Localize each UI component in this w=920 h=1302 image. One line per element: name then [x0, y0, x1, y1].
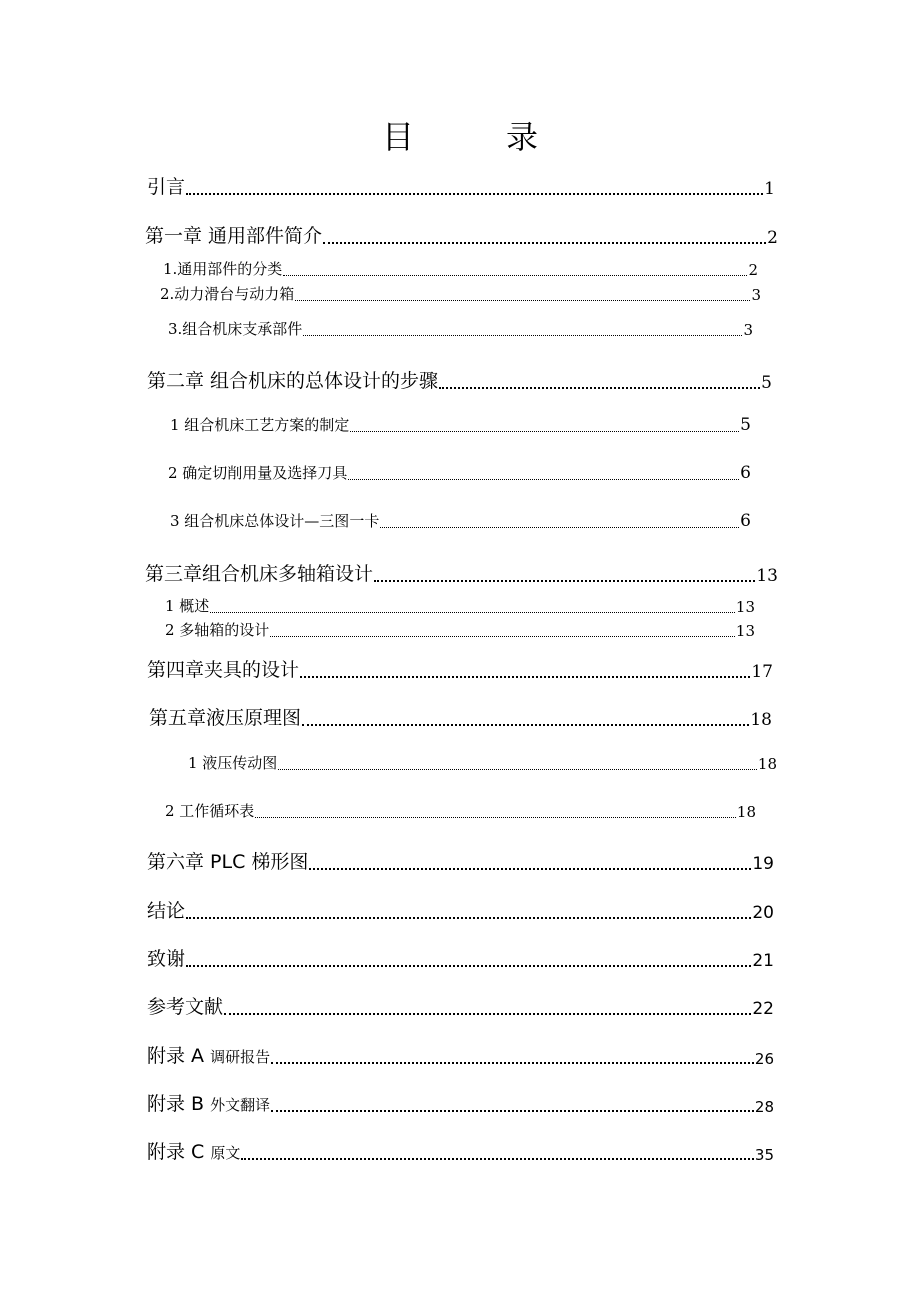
dot-leader: [439, 386, 760, 389]
dot-leader: [241, 1157, 754, 1160]
appendix-label: 附录 A: [147, 1045, 211, 1067]
toc-entry-references[interactable]: [147, 992, 774, 1019]
toc-page-number: 5: [740, 415, 751, 435]
dot-leader: [283, 274, 747, 276]
dot-leader: [186, 964, 751, 967]
toc-entry-label: 1 概述: [165, 597, 210, 615]
toc-page-number: 3: [743, 321, 753, 339]
toc-entry-label: 致谢: [147, 948, 186, 970]
dot-leader: [186, 916, 751, 919]
toc-entry-label: 2 多轴箱的设计: [165, 621, 270, 639]
toc-entry-appendix-b[interactable]: [147, 1089, 774, 1116]
toc-entry-label: 1 液压传动图: [188, 754, 278, 772]
toc-entry-chapter-4[interactable]: [147, 655, 773, 682]
dot-leader: [224, 1012, 751, 1015]
toc-entry-appendix-c[interactable]: [147, 1137, 774, 1164]
toc-entry-chapter-3[interactable]: [145, 559, 778, 586]
appendix-label: 附录 C: [147, 1141, 211, 1163]
dot-leader: [210, 611, 735, 613]
toc-page-number: 21: [752, 951, 774, 971]
dot-leader: [271, 1061, 754, 1064]
toc-entry-label: [147, 1137, 240, 1164]
toc-entry-label: 第一章 通用部件简介: [145, 225, 323, 247]
toc-page-number: 13: [756, 566, 778, 586]
dot-leader: [300, 675, 750, 678]
toc-page-number: 1: [764, 179, 775, 199]
dot-leader: [302, 723, 749, 726]
dot-leader: [348, 478, 739, 480]
appendix-title: 原文: [210, 1144, 241, 1162]
toc-entry-label: 参考文献: [147, 996, 224, 1018]
toc-entry-section[interactable]: [170, 414, 751, 435]
dot-leader: [374, 579, 755, 582]
toc-page-number: 18: [757, 755, 777, 773]
dot-leader: [270, 635, 735, 637]
toc-page-number: 20: [752, 903, 774, 923]
dot-leader: [295, 299, 750, 301]
page-title: 目 录: [381, 118, 568, 156]
dot-leader: [186, 192, 763, 195]
toc-entry-label: [147, 1089, 270, 1116]
toc-page-number: 18: [750, 710, 772, 730]
dot-leader: [309, 867, 751, 870]
toc-entry-label: 2.动力滑台与动力箱: [160, 285, 295, 303]
dot-leader: [323, 241, 766, 244]
toc-entry-section[interactable]: [163, 258, 758, 279]
dot-leader: [303, 334, 742, 336]
toc-entry-label: 第三章组合机床多轴箱设计: [145, 563, 374, 585]
toc-entry-intro[interactable]: [147, 172, 775, 199]
toc-entry-label: 第四章夹具的设计: [147, 659, 300, 681]
toc-entry-chapter-2[interactable]: [147, 366, 772, 393]
toc-entry-section[interactable]: [165, 595, 755, 616]
toc-entry-label: 1.通用部件的分类: [163, 260, 283, 278]
toc-page-number: 3: [751, 286, 761, 304]
toc-entry-label: 第二章 组合机床的总体设计的步骤: [147, 370, 439, 392]
toc-page-number: 2: [767, 228, 778, 248]
toc-entry-label: 1 组合机床工艺方案的制定: [170, 416, 350, 434]
toc-entry-section[interactable]: [168, 318, 753, 339]
toc-entry-section[interactable]: [168, 462, 751, 483]
toc-page-number: 13: [735, 598, 755, 616]
toc-entry-appendix-a[interactable]: [147, 1041, 774, 1068]
toc-entry-chapter-1[interactable]: [145, 221, 778, 248]
toc-entry-chapter-6[interactable]: [147, 847, 774, 874]
toc-entry-acknowledgements[interactable]: [147, 944, 774, 971]
toc-page-number: 19: [752, 854, 774, 874]
toc-page-number: 6: [740, 463, 751, 483]
dot-leader: [350, 430, 739, 432]
toc-page-number: 17: [751, 662, 773, 682]
dot-leader: [271, 1109, 754, 1112]
toc-entry-chapter-5[interactable]: [149, 703, 772, 730]
toc-page-number: 22: [752, 999, 774, 1019]
toc-entry-section[interactable]: [170, 510, 751, 531]
toc-entry-label: 2 工作循环表: [165, 802, 255, 820]
dot-leader: [380, 526, 739, 528]
appendix-title: 外文翻译: [210, 1096, 271, 1114]
toc-entry-label: 第六章 PLC 梯形图: [147, 851, 309, 873]
toc-entry-section[interactable]: [160, 283, 761, 304]
toc-page-number: 2: [748, 261, 758, 279]
appendix-label: 附录 B: [147, 1093, 211, 1115]
toc-entry-label: 结论: [147, 900, 186, 922]
toc-entry-conclusion[interactable]: [147, 896, 774, 923]
toc-entry-section[interactable]: [165, 800, 756, 821]
dot-leader: [255, 816, 736, 818]
toc-page-number: 6: [740, 511, 751, 531]
toc-page-number: 26: [754, 1050, 774, 1068]
dot-leader: [278, 768, 757, 770]
toc-entry-label: 2 确定切削用量及选择刀具: [168, 464, 348, 482]
toc-page-number: 18: [736, 803, 756, 821]
toc-entry-label: 3 组合机床总体设计—三图一卡: [170, 512, 380, 530]
toc-entry-label: [147, 1041, 270, 1068]
toc-entry-section[interactable]: [165, 619, 755, 640]
toc-page-number: 5: [761, 373, 772, 393]
toc-entry-label: 第五章液压原理图: [149, 707, 302, 729]
toc-page-number: 13: [735, 622, 755, 640]
toc-entry-section[interactable]: [188, 752, 777, 773]
toc-page-number: 28: [754, 1098, 774, 1116]
toc-entry-label: 引言: [147, 176, 186, 198]
toc-entry-label: 3.组合机床支承部件: [168, 320, 303, 338]
toc-page-number: 35: [754, 1146, 774, 1164]
appendix-title: 调研报告: [210, 1048, 271, 1066]
